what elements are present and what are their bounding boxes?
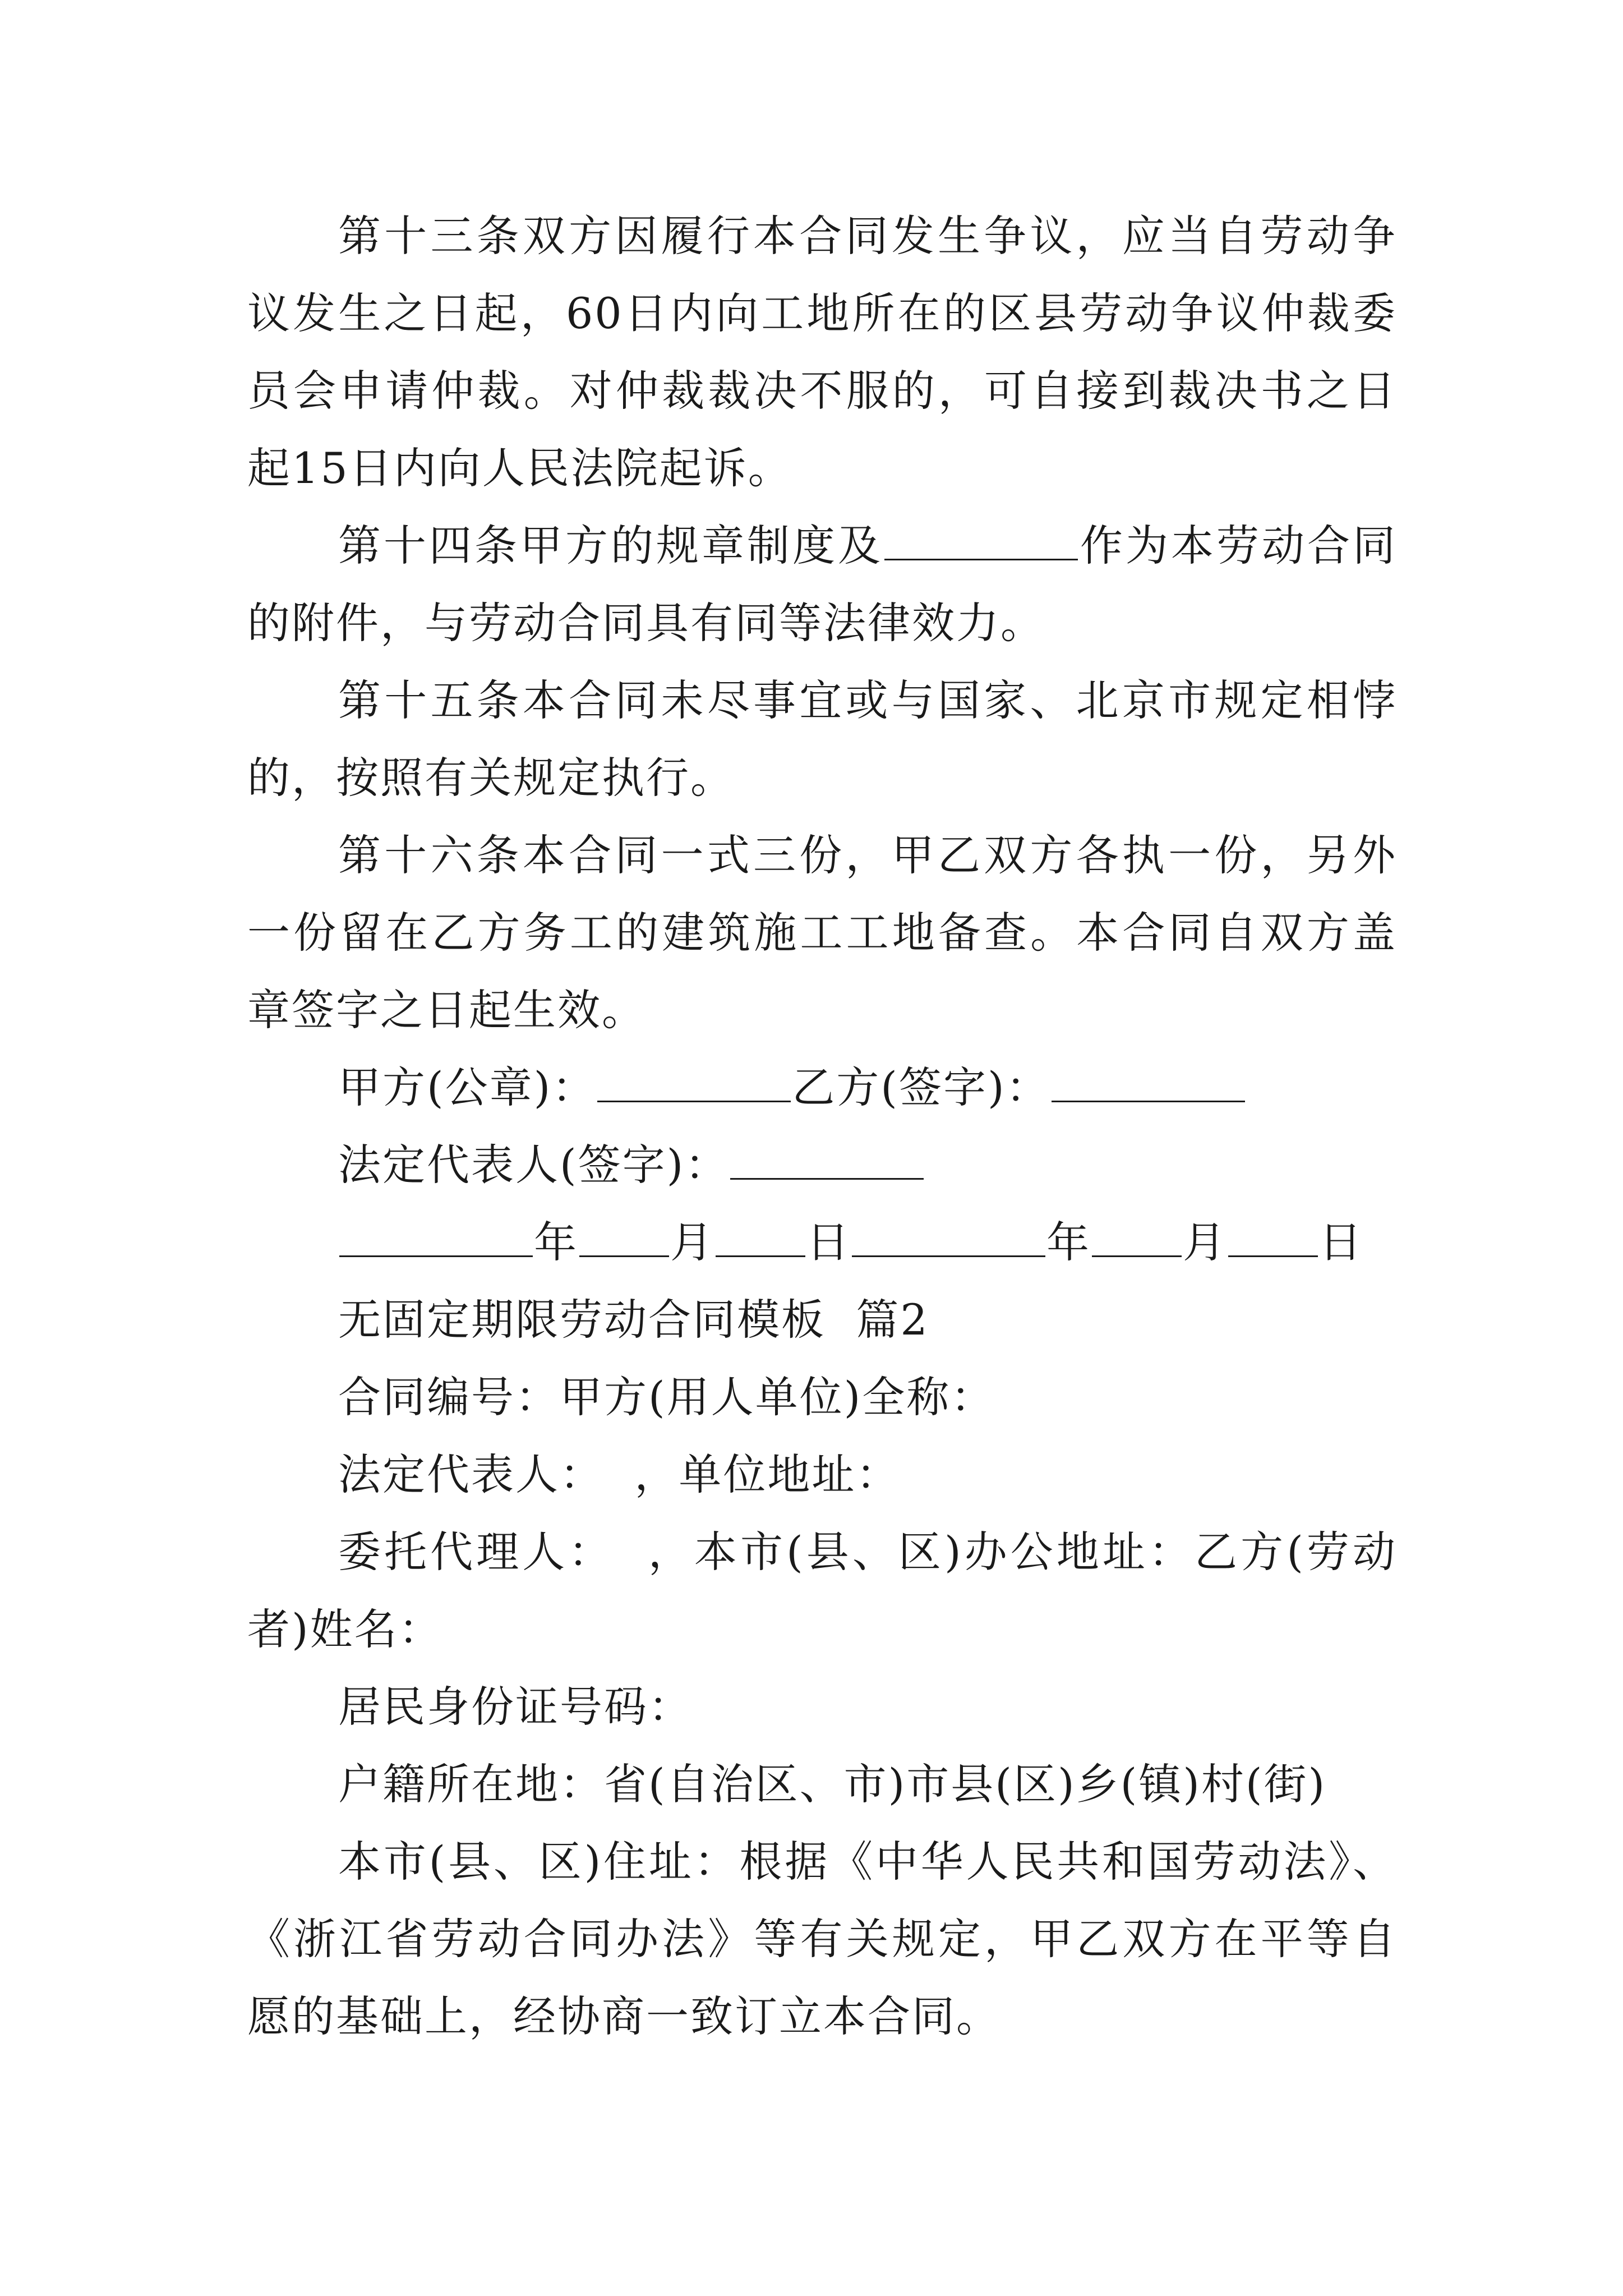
residence-address: 本市(县、区)住址：根据《中华人民共和国劳动法》、《浙江省劳动合同办法》等有关规定，甲乙双方在平等自愿的基础上，经协商一致订立本合同。 <box>247 1837 1397 2041</box>
date-year-label-b: 年 <box>1046 1217 1091 1267</box>
date-line <box>247 1204 1397 1281</box>
legal-rep-sign-blank <box>730 1141 924 1180</box>
section-title: 无固定期限劳动合同模板 篇2 <box>338 1295 929 1345</box>
date-year-label-a: 年 <box>534 1217 578 1267</box>
date-year-blank-b <box>852 1218 1045 1257</box>
id-number: 居民身份证号码： <box>338 1682 693 1732</box>
date-day-label-a: 日 <box>806 1217 851 1267</box>
entrusted-agent: 委托代理人： ，本市(县、区)办公地址：乙方(劳动者)姓名： <box>247 1527 1397 1654</box>
party-b-sign-blank <box>1052 1064 1245 1102</box>
article-14 <box>247 507 1397 662</box>
legal-representative: 法定代表人： ，单位地址： <box>338 1450 901 1499</box>
party-a-seal-blank <box>597 1064 791 1102</box>
article-14-text-end: 作为本劳动合同的附件，与劳动合同具有同等法律效力。 <box>247 521 1397 648</box>
contract-number: 合同编号：甲方(用人单位)全称： <box>338 1372 995 1422</box>
date-year-blank-a <box>339 1218 533 1257</box>
article-16: 第十六条本合同一式三份，甲乙双方各执一份，另外一份留在乙方务工的建筑施工工地备查。本合同自双方盖章签字之日起生效。 <box>247 830 1397 1035</box>
date-month-label-b: 月 <box>1183 1217 1227 1267</box>
party-b-sign-label: 乙方(签字)： <box>792 1062 1050 1112</box>
article-13: 第十三条双方因履行本合同发生争议，应当自劳动争议发生之日起，60日内向工地所在的区县劳动争议仲裁委员会申请仲裁。对仲裁裁决不服的，可自接到裁决书之日起15日内向人民法院起诉。 <box>247 211 1397 493</box>
legal-rep-sign-label: 法定代表人(签字)： <box>338 1140 730 1190</box>
date-day-label-b: 日 <box>1319 1217 1363 1267</box>
date-day-blank-a <box>716 1218 805 1257</box>
document-body <box>247 197 1397 2055</box>
date-month-blank-a <box>579 1218 669 1257</box>
date-month-label-a: 月 <box>670 1217 714 1267</box>
date-month-blank-b <box>1092 1218 1182 1257</box>
blank-field <box>884 522 1078 560</box>
household-registration: 户籍所在地：省(自治区、市)市县(区)乡(镇)村(街) <box>338 1759 1327 1809</box>
article-15: 第十五条本合同未尽事宜或与国家、北京市规定相悖的，按照有关规定执行。 <box>247 675 1397 803</box>
article-14-text-start: 第十四条甲方的规章制度及 <box>338 521 883 570</box>
signature-line-legal-rep <box>247 1126 1397 1204</box>
date-day-blank-b <box>1228 1218 1318 1257</box>
signature-line-parties <box>247 1049 1397 1126</box>
party-a-seal-label: 甲方(公章)： <box>338 1062 597 1112</box>
